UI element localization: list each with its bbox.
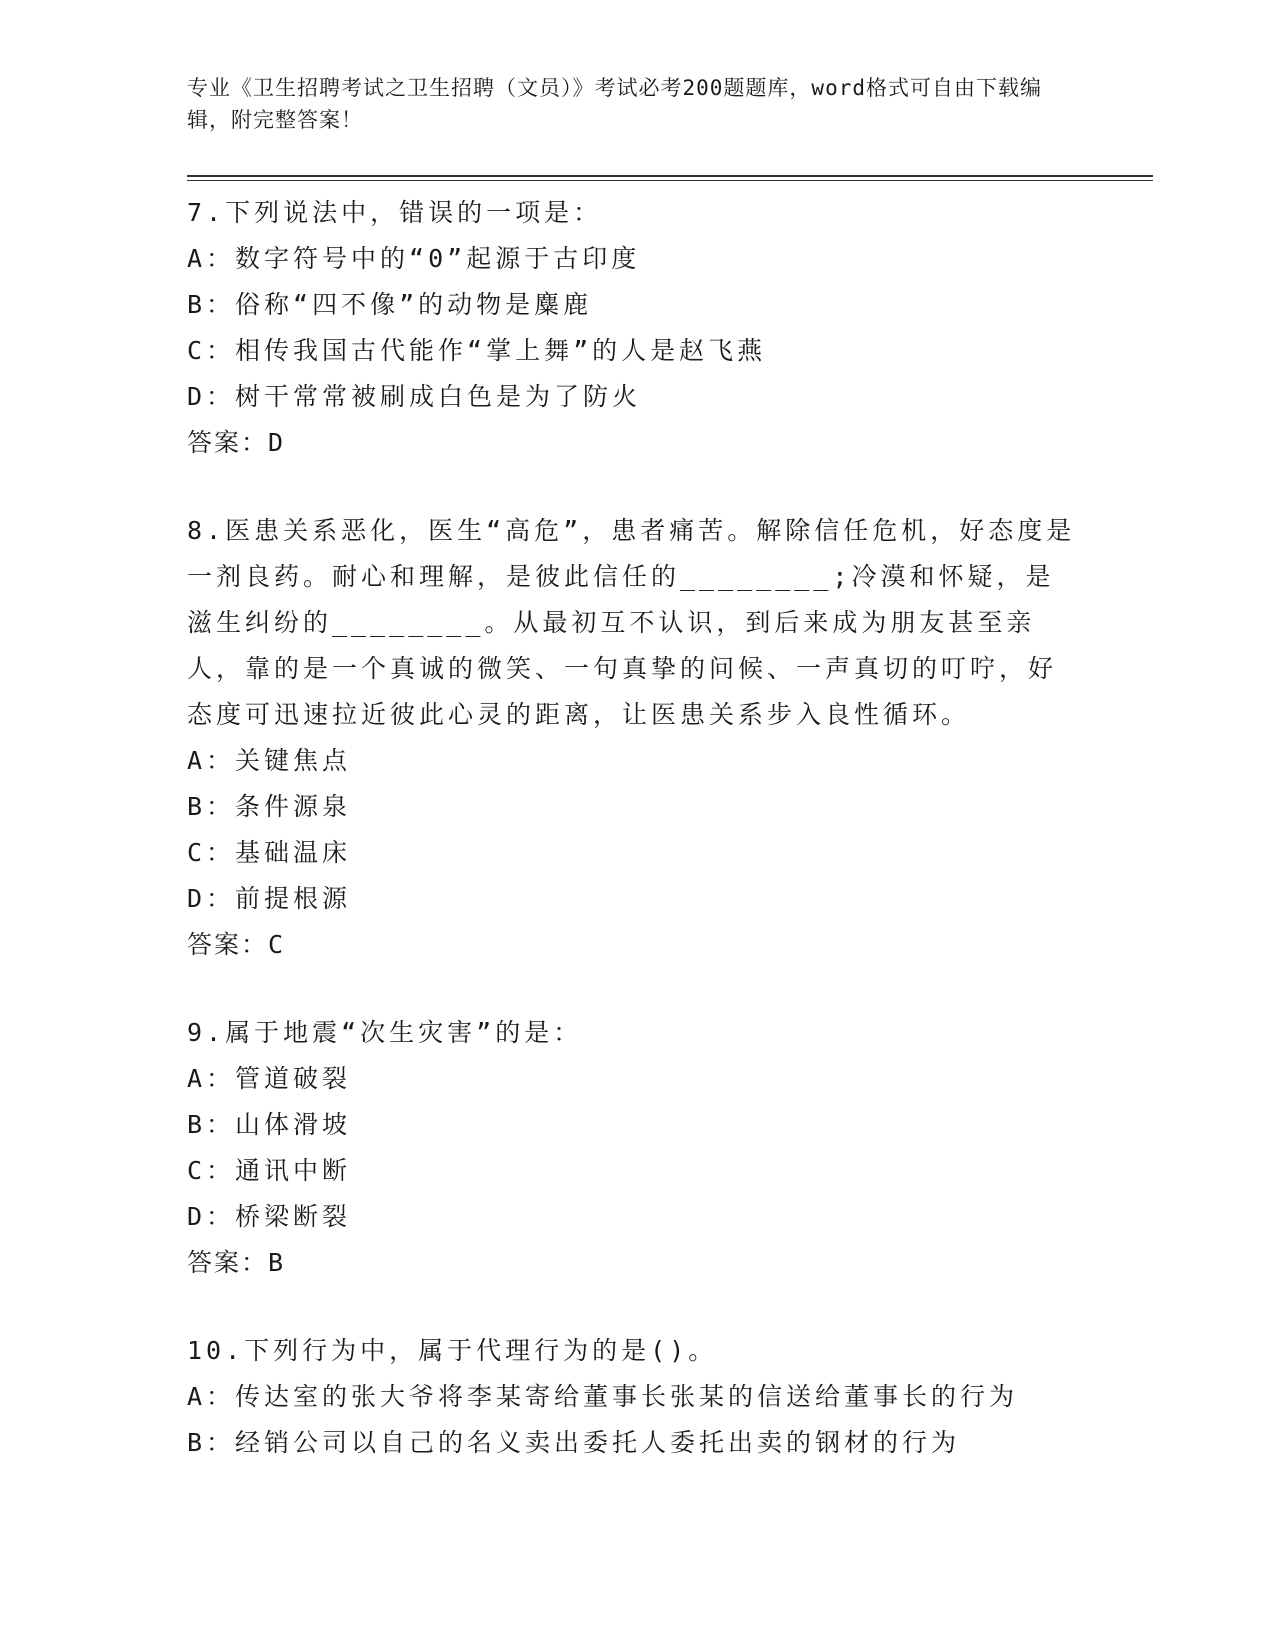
option-a: A：关键焦点	[187, 746, 352, 775]
answer-line	[187, 922, 1077, 968]
option-a: A：数字符号中的“0”起源于古印度	[187, 244, 641, 273]
question-8	[187, 508, 1077, 968]
option-c: C：相传我国古代能作“掌上舞”的人是赵飞燕	[187, 336, 767, 365]
question-stem: 7.下列说法中，错误的一项是：	[187, 198, 603, 227]
spacer	[187, 968, 1077, 1010]
option-a: A：管道破裂	[187, 1064, 352, 1093]
question-9	[187, 1010, 1077, 1286]
option-d: D：桥梁断裂	[187, 1202, 352, 1231]
question-10	[187, 1328, 1077, 1466]
question-stem: 8.医患关系恶化，医生“高危”，患者痛苦。解除信任危机，好态度是一剂良药。耐心和理解，是彼此信任的________;冷漠和怀疑，是滋生纠纷的________。从最初互不认识，到后来成为朋友甚至亲人，靠的是一个真诚的微笑、一句真挚的问候、一声真切的叮咛，好态度可迅速拉近彼此心灵的距离，让医患关系步入良性循环。	[187, 516, 1076, 729]
question-stem: 10.下列行为中，属于代理行为的是()。	[187, 1336, 718, 1365]
question-7	[187, 190, 1077, 466]
option-a: A：传达室的张大爷将李某寄给董事长张某的信送给董事长的行为	[187, 1382, 1019, 1411]
option-c: C：通讯中断	[187, 1156, 352, 1185]
answer-label: 答案：	[187, 930, 269, 959]
question-list	[187, 190, 1077, 1466]
answer-value: D	[268, 428, 286, 457]
answer-label: 答案：	[187, 1248, 269, 1277]
answer-value: C	[268, 930, 286, 959]
header-rule-thin	[187, 180, 1153, 181]
document-header: 专业《卫生招聘考试之卫生招聘（文员）》考试必考200题题库，word格式可自由下载编辑，附完整答案！	[187, 76, 1042, 132]
header-rule-thick	[187, 175, 1153, 177]
document-page	[187, 72, 1157, 136]
option-b: B：俗称“四不像”的动物是麋鹿	[187, 290, 593, 319]
spacer	[187, 466, 1077, 508]
option-b: B：经销公司以自己的名义卖出委托人委托出卖的钢材的行为	[187, 1428, 961, 1457]
question-stem: 9.属于地震“次生灾害”的是：	[187, 1018, 583, 1047]
answer-line	[187, 420, 1077, 466]
option-c: C：基础温床	[187, 838, 352, 867]
option-d: D：树干常常被刷成白色是为了防火	[187, 382, 642, 411]
spacer	[187, 1286, 1077, 1328]
answer-line	[187, 1240, 1077, 1286]
option-b: B：山体滑坡	[187, 1110, 352, 1139]
option-b: B：条件源泉	[187, 792, 352, 821]
answer-label: 答案：	[187, 428, 269, 457]
answer-value: B	[268, 1248, 286, 1277]
option-d: D：前提根源	[187, 884, 352, 913]
